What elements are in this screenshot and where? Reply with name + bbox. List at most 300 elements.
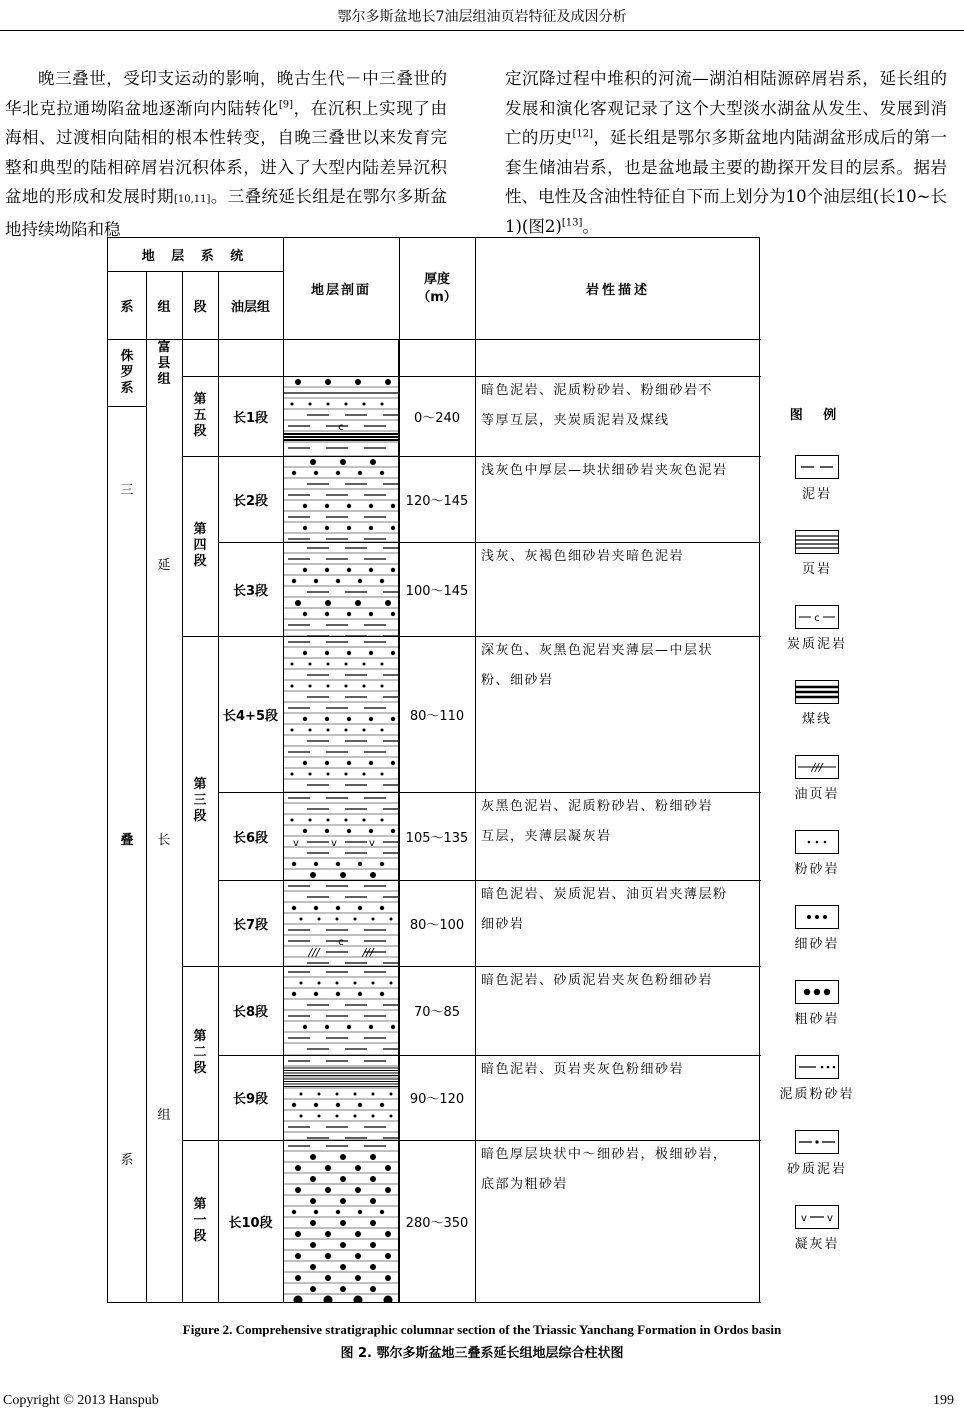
lithology-mark: [310, 1176, 316, 1182]
lithology-mark: [325, 651, 329, 655]
lithology-mark: [370, 1154, 376, 1160]
header-member: 段: [193, 299, 207, 315]
yanchang-char-1: 延: [157, 557, 171, 573]
lithology-mark: [390, 1115, 393, 1118]
header-oil-group: 油层组: [230, 299, 270, 315]
svg-text:c: c: [814, 613, 820, 624]
legend-swatch: [795, 1205, 839, 1229]
lithology-mark: [369, 1025, 373, 1029]
legend-swatch: [795, 830, 839, 854]
thickness-value: 0～240: [413, 410, 461, 426]
lithology-mark: [292, 471, 296, 475]
lithology-mark: [385, 379, 391, 385]
lithology-mark: [345, 819, 348, 822]
lithology-mark: [292, 906, 296, 910]
lithology-mark: [369, 717, 373, 721]
lithology-mark: [358, 471, 362, 475]
lithology-mark: [314, 471, 318, 475]
lithology-mark: [381, 663, 384, 666]
lithology-mark: [303, 504, 307, 508]
lithology-mark: [363, 729, 366, 732]
lithology-mark: [303, 568, 307, 572]
triassic-char-1: 三: [120, 482, 134, 498]
legend-item: [772, 680, 862, 732]
lithology-mark: [369, 829, 373, 833]
lithology-mark: [324, 1296, 333, 1303]
svg-text:v: v: [801, 1213, 807, 1224]
lithology-mark: [325, 379, 331, 385]
lithology-mark: [310, 1220, 316, 1226]
oil-group-name: 长6段: [232, 830, 269, 846]
lithology-mark: v: [331, 838, 337, 849]
legend-label: 泥质粉砂岩: [779, 1087, 855, 1102]
lithology-mark: [347, 504, 351, 508]
legend-swatch: [795, 905, 839, 929]
lithology-mark: [300, 1115, 303, 1118]
lithology-mark: [355, 1165, 361, 1171]
grid-line: [108, 406, 146, 407]
oil-group-name: 长3段: [232, 583, 269, 599]
member-cell: 第 三 段: [193, 777, 207, 824]
lithology-mark: [327, 685, 330, 688]
lithology-mark: [292, 579, 296, 583]
lithology-mark: [355, 1231, 361, 1237]
lithology-mark: [291, 819, 294, 822]
thickness-value: 105～135: [405, 830, 469, 846]
lithology-mark: [291, 685, 294, 688]
oil-group-name: 长1段: [232, 410, 269, 426]
lithology-mark: [309, 403, 312, 406]
lithology-mark: [310, 1198, 316, 1204]
lithology-mark: [369, 526, 373, 530]
lithology-mark: [309, 773, 312, 776]
oil-group-name: 长8段: [232, 1005, 269, 1020]
lithology-mark: [325, 504, 329, 508]
legend-label: 页岩: [801, 562, 832, 577]
lithology-mark: [300, 1093, 303, 1096]
grid-line: [218, 271, 219, 1302]
lithology-mark: [347, 1025, 351, 1029]
lithology-mark: [381, 773, 384, 776]
thickness-value: 90～120: [409, 1092, 465, 1107]
lithology-mark: [300, 982, 303, 985]
legend-label: 煤线: [801, 712, 832, 727]
lithology-mark: [345, 685, 348, 688]
lithology-mark: [336, 471, 340, 475]
lithology-description: 暗色泥岩、泥质粉砂岩、粉细砂岩不 等厚互层，夹炭质泥岩及煤线: [481, 383, 714, 428]
lithology-mark: [336, 992, 340, 996]
lithology-mark: [291, 729, 294, 732]
svg-text:v: v: [827, 1213, 833, 1224]
lithology-mark: [325, 1165, 331, 1171]
lithology-mark: [390, 1093, 393, 1096]
lithology-mark: [391, 526, 395, 530]
lithology-mark: [325, 1275, 331, 1281]
lithology-mark: [358, 1103, 362, 1107]
lithology-mark: [347, 526, 351, 530]
stratigraphic-table: [107, 237, 760, 1303]
figure-caption-chinese: 图 2. 鄂尔多斯盆地三叠系延长组地层综合柱状图: [340, 1346, 624, 1361]
grid-line: [108, 339, 761, 340]
lithology-mark: [354, 1296, 363, 1303]
lithology-mark: [391, 612, 395, 616]
legend-swatch: [795, 1055, 839, 1079]
lithology-mark: [385, 1253, 391, 1259]
lithology-mark: [347, 612, 351, 616]
thickness-value: 280～350: [405, 1215, 469, 1231]
lithology-mark: [325, 1231, 331, 1237]
legend-label: 砂质泥岩: [786, 1162, 847, 1177]
lithology-mark: [325, 1253, 331, 1259]
lithology-mark: [380, 862, 384, 866]
lithology-mark: [358, 1210, 362, 1214]
lithology-mark: [363, 663, 366, 666]
lithology-mark: [318, 1115, 321, 1118]
lithology-mark: [370, 872, 376, 878]
lithology-mark: [385, 1231, 391, 1237]
lithology-mark: [318, 1093, 321, 1096]
lithology-mark: [345, 403, 348, 406]
lithology-mark: [370, 1176, 376, 1182]
lithology-mark: [380, 906, 384, 910]
lithology-mark: [340, 872, 346, 878]
oil-group-name: 长7段: [232, 917, 269, 933]
lithology-mark: [336, 982, 339, 985]
lithology-mark: [340, 1220, 346, 1226]
lithology-mark: [309, 663, 312, 666]
thickness-value: 80～100: [409, 917, 465, 933]
lithology-mark: [372, 1115, 375, 1118]
page-number: 199: [933, 1393, 954, 1408]
lithology-mark: [303, 651, 307, 655]
legend-swatch: [795, 1130, 839, 1154]
legend-label: 泥岩: [801, 487, 832, 502]
lithology-mark: [336, 1093, 339, 1096]
lithology-mark: [303, 829, 307, 833]
legend-swatch: [795, 755, 839, 779]
lithology-mark: [303, 1025, 307, 1029]
lithology-mark: [347, 651, 351, 655]
lithology-mark: [292, 862, 296, 866]
lithology-mark: [340, 1286, 346, 1292]
svg-text:///: ///: [811, 761, 823, 774]
legend-swatch: [795, 980, 839, 1004]
lithology-mark: [295, 600, 301, 606]
lithology-mark: [385, 1187, 391, 1193]
lithology-mark: [369, 504, 373, 508]
header-lithology: 岩性描述: [585, 283, 650, 298]
member-cell: 第 二 段: [193, 1029, 207, 1076]
lithology-pattern: [284, 340, 398, 1302]
lithology-mark: [340, 1264, 346, 1270]
lithology-mark: [325, 1025, 329, 1029]
lithology-mark: [340, 1242, 346, 1248]
lithology-description: 浅灰色中厚层—块状细砂岩夹灰色泥岩: [481, 463, 728, 478]
header-formation: 组: [157, 299, 171, 315]
running-header: 鄂尔多斯盆地长7油层组油页岩特征及成因分析: [337, 9, 627, 25]
legend-label: 粗砂岩: [794, 1012, 840, 1027]
lithology-mark: [325, 526, 329, 530]
lithology-mark: c: [338, 937, 344, 948]
lithology-mark: [336, 1103, 340, 1107]
oil-group-name: 长10段: [228, 1215, 273, 1231]
lithology-mark: [310, 1264, 316, 1270]
lithology-mark: [314, 1210, 318, 1214]
lithology-mark: v: [293, 838, 299, 849]
lithology-mark: [295, 1231, 301, 1237]
lithology-mark: [336, 918, 339, 921]
legend-item: [772, 980, 862, 1032]
grid-line: [108, 271, 283, 272]
lithology-mark: [380, 579, 384, 583]
lithology-description: 深灰色、灰黑色泥岩夹薄层—中层状 粉、细砂岩: [481, 643, 714, 688]
legend-item: [772, 605, 862, 657]
lithology-mark: [370, 1286, 376, 1292]
lithology-mark: [347, 717, 351, 721]
lithology-mark: [309, 819, 312, 822]
lithology-mark: [391, 717, 395, 721]
lithology-mark: [369, 612, 373, 616]
legend-label: 细砂岩: [794, 937, 840, 952]
legend-title: 图 例: [789, 408, 845, 423]
legend-item: [772, 1130, 862, 1182]
grid-line: [475, 238, 476, 1302]
lithology-mark: [318, 918, 321, 921]
lithology-mark: [391, 504, 395, 508]
thickness-value: 120～145: [405, 493, 469, 509]
lithology-mark: v: [369, 838, 375, 849]
lithology-description: 暗色泥岩、炭质泥岩、油页岩夹薄层粉 细砂岩: [481, 887, 728, 932]
lithology-mark: [314, 1103, 318, 1107]
lithology-mark: [354, 918, 357, 921]
lithology-mark: [370, 1242, 376, 1248]
lithology-mark: [327, 773, 330, 776]
grid-line: [399, 238, 400, 1302]
legend-swatch: [795, 455, 839, 479]
lithology-mark: [385, 600, 391, 606]
lithology-mark: [291, 663, 294, 666]
legend-item: [772, 1205, 862, 1257]
lithology-mark: [391, 1025, 395, 1029]
lithology-mark: [294, 1296, 303, 1303]
lithology-mark: [295, 1275, 301, 1281]
lithology-mark: [327, 729, 330, 732]
lithology-mark: [310, 872, 316, 878]
lithology-mark: [340, 459, 346, 465]
header-strat-system: 地 层 系 统: [141, 249, 250, 264]
legend-swatch: [795, 530, 839, 554]
legend-item: [772, 830, 862, 882]
lithology-mark: [325, 1187, 331, 1193]
legend-item: [772, 530, 862, 582]
lithology-mark: [358, 579, 362, 583]
lithology-mark: [327, 663, 330, 666]
lithology-mark: [347, 761, 351, 765]
legend-swatch: [795, 680, 839, 704]
grid-line: [283, 238, 284, 340]
lithology-mark: [363, 403, 366, 406]
lithology-mark: [369, 568, 373, 572]
lithology-mark: [355, 1187, 361, 1193]
oil-group-name: 长9段: [232, 1092, 269, 1107]
fuxian-formation: 富 县 组: [157, 340, 171, 387]
grid-line: [182, 271, 183, 1302]
lithology-mark: [381, 819, 384, 822]
lithology-mark: [310, 1154, 316, 1160]
lithology-mark: [340, 1176, 346, 1182]
lithology-mark: [385, 1165, 391, 1171]
lithology-mark: [372, 918, 375, 921]
lithology-mark: [309, 729, 312, 732]
lithology-mark: ///: [362, 946, 374, 959]
lithology-mark: [370, 1264, 376, 1270]
lithology-mark: [336, 1115, 339, 1118]
lithology-mark: [327, 403, 330, 406]
lithology-mark: [340, 1198, 346, 1204]
lithology-mark: [310, 1286, 316, 1292]
lithology-mark: [354, 982, 357, 985]
member-cell: 第 五 段: [193, 392, 207, 439]
legend-swatch: [795, 605, 839, 629]
lithology-mark: [327, 819, 330, 822]
lithology-mark: [354, 1093, 357, 1096]
lithology-mark: [336, 862, 340, 866]
lithology-mark: [336, 579, 340, 583]
thickness-value: 80～110: [409, 708, 465, 724]
lithology-mark: [300, 918, 303, 921]
lithology-mark: [358, 992, 362, 996]
lithology-mark: [355, 1253, 361, 1259]
lithology-mark: [358, 906, 362, 910]
lithology-mark: [370, 1198, 376, 1204]
legend-label: 油页岩: [794, 787, 840, 802]
header-thickness: 厚度（m）: [417, 271, 457, 305]
lithology-mark: [372, 982, 375, 985]
lithology-mark: [292, 1103, 296, 1107]
lithology-mark: ///: [308, 946, 320, 959]
lithology-mark: [291, 773, 294, 776]
lithology-description: 暗色泥岩、页岩夹灰色粉细砂岩: [481, 1062, 685, 1077]
lithology-mark: [355, 600, 361, 606]
lithology-mark: [370, 459, 376, 465]
oil-group-name: 长2段: [232, 493, 269, 509]
lithology-mark: [363, 773, 366, 776]
figure-caption-english: Figure 2. Comprehensive stratigraphic columnar section of the Triassic Yanchang Formation in Ordos basin: [182, 1322, 782, 1337]
lithology-description: 灰黑色泥岩、泥质粉砂岩、粉细砂岩 互层，夹薄层凝灰岩: [481, 799, 714, 844]
lithology-description: 暗色泥岩、砂质泥岩夹灰色粉细砂岩: [481, 973, 714, 988]
lithology-mark: [336, 1210, 340, 1214]
lithology-mark: [314, 992, 318, 996]
lithology-mark: [303, 761, 307, 765]
lithology-mark: [358, 862, 362, 866]
lithology-mark: [303, 526, 307, 530]
lithology-mark: [314, 906, 318, 910]
lithology-mark: [295, 1165, 301, 1171]
lithology-mark: [314, 862, 318, 866]
lithology-mark: [347, 829, 351, 833]
lithology-mark: [309, 685, 312, 688]
lithology-mark: [336, 906, 340, 910]
lithology-mark: [325, 761, 329, 765]
lithology-column: [283, 340, 399, 1302]
legend-item: [772, 755, 862, 807]
lithology-mark: [380, 1210, 384, 1214]
lithology-mark: [391, 761, 395, 765]
lithology-mark: [391, 651, 395, 655]
triassic-char-2: 叠: [120, 832, 134, 848]
lithology-mark: [384, 1296, 393, 1303]
lithology-mark: [369, 651, 373, 655]
lithology-mark: [291, 403, 294, 406]
lithology-mark: [314, 579, 318, 583]
lithology-mark: [372, 1093, 375, 1096]
lithology-mark: [363, 819, 366, 822]
thickness-value: 100～145: [405, 583, 469, 599]
yanchang-char-2: 长: [157, 832, 171, 848]
lithology-mark: [303, 612, 307, 616]
lithology-mark: [363, 685, 366, 688]
oil-group-name: 长4+5段: [223, 708, 278, 724]
lithology-mark: [345, 729, 348, 732]
lithology-mark: c: [338, 422, 344, 433]
yanchang-char-3: 组: [157, 1107, 171, 1123]
legend-item: [772, 905, 862, 957]
header-system: 系: [120, 299, 134, 315]
lithology-mark: [369, 761, 373, 765]
legend-item: [772, 455, 862, 507]
triassic-char-3: 系: [120, 1152, 134, 1168]
lithology-mark: [370, 1220, 376, 1226]
lithology-mark: [391, 568, 395, 572]
lithology-mark: [380, 1103, 384, 1107]
lithology-mark: [385, 1275, 391, 1281]
lithology-description: 暗色厚层块状中～细砂岩，极细砂岩， 底部为粗砂岩: [481, 1147, 728, 1192]
lithology-mark: [380, 471, 384, 475]
lithology-mark: [292, 992, 296, 996]
jurassic-system: 侏 罗 系: [120, 349, 134, 396]
lithology-mark: [381, 403, 384, 406]
lithology-mark: [310, 1242, 316, 1248]
copyright: Copyright © 2013 Hanspub: [3, 1393, 159, 1408]
lithology-mark: [380, 992, 384, 996]
lithology-mark: [325, 717, 329, 721]
right-paragraph: 定沉降过程中堆积的河流—湖泊相陆源碎屑岩系，延长组的发展和演化客观记录了这个大型淡水湖盆从发生、发展到消亡的历史[12]，延长组是鄂尔多斯盆地内陆湖盆形成后的第一套生储油岩系，也是盆地最主要的勘探开发目的层系。据岩性、电性及含油性特征自下而上划分为10个油层组(长10~长1)(图2)[13]。: [505, 69, 948, 236]
grid-line: [218, 1302, 761, 1303]
grid-line: [182, 376, 761, 377]
lithology-mark: [381, 685, 384, 688]
lithology-mark: [325, 829, 329, 833]
lithology-mark: [355, 379, 361, 385]
lithology-mark: [347, 568, 351, 572]
grid-line: [146, 271, 147, 1302]
member-cell: 第 一 段: [193, 1197, 207, 1244]
lithology-mark: [354, 1115, 357, 1118]
lithology-mark: [295, 1187, 301, 1193]
lithology-mark: [390, 918, 393, 921]
lithology-mark: [310, 459, 316, 465]
header-profile: 地层剖面: [310, 283, 371, 298]
lithology-mark: [340, 1154, 346, 1160]
lithology-mark: [355, 1275, 361, 1281]
lithology-mark: [318, 982, 321, 985]
lithology-mark: [303, 717, 307, 721]
legend-item: [772, 1055, 862, 1107]
lithology-mark: [295, 1253, 301, 1259]
lithology-mark: [325, 568, 329, 572]
member-cell: 第 四 段: [193, 522, 207, 569]
lithology-mark: [325, 612, 329, 616]
lithology-mark: [292, 1210, 296, 1214]
